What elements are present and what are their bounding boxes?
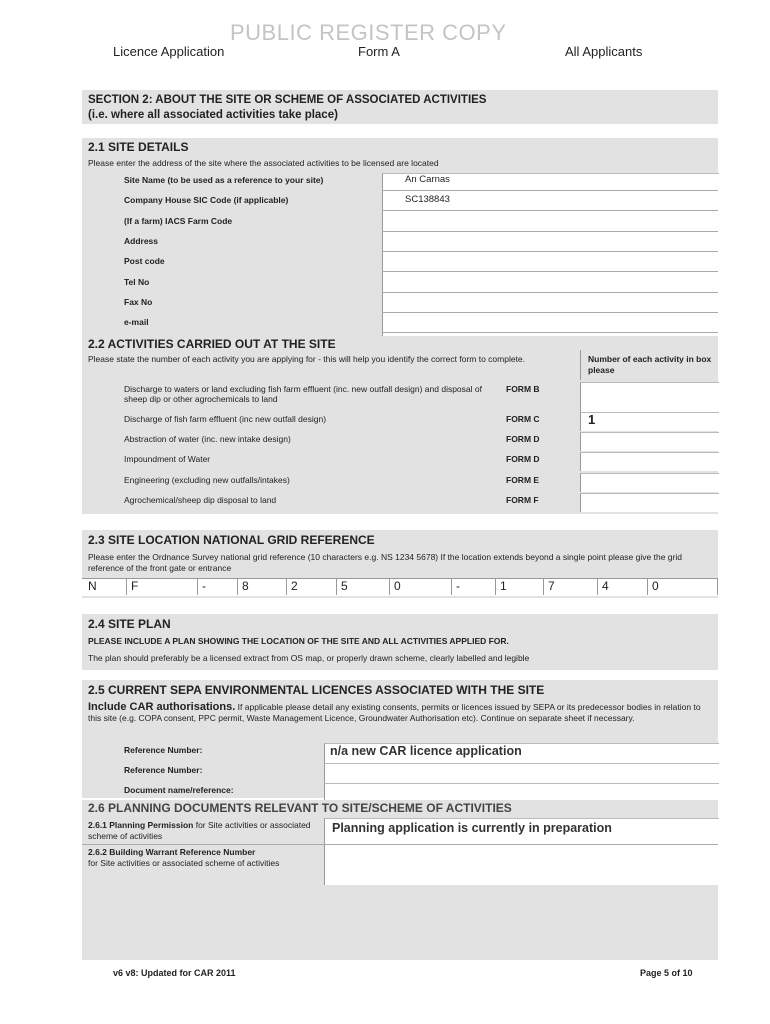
site-detail-label: Fax No bbox=[124, 296, 153, 307]
building-warrant-label bbox=[88, 847, 318, 869]
planning-permission-label-bold: 2.6.1 Planning Permission bbox=[88, 820, 194, 830]
planning-permission-label bbox=[88, 820, 318, 842]
site-details-instruction: Please enter the address of the site where the associated activities to be licensed are located bbox=[88, 158, 439, 168]
grid-ref-cell[interactable]: - bbox=[452, 578, 496, 595]
building-warrant-label-bold: 2.6.2 Building Warrant Reference Number bbox=[88, 847, 256, 857]
licences-instruction bbox=[88, 702, 714, 724]
site-detail-value[interactable]: SC138843 bbox=[405, 194, 450, 206]
site-detail-label: Address bbox=[124, 235, 159, 246]
grid-ref-cell[interactable]: 5 bbox=[337, 578, 390, 595]
section-heading bbox=[82, 90, 718, 124]
activity-label: Impoundment of Water bbox=[124, 454, 211, 464]
site-detail-label: (If a farm) IACS Farm Code bbox=[124, 215, 233, 226]
site-detail-label: Company House SIC Code (if applicable) bbox=[124, 195, 289, 206]
licence-value: n/a new CAR licence application bbox=[330, 744, 522, 758]
grid-ref-cell[interactable]: 0 bbox=[390, 578, 452, 595]
site-detail-label: e-mail bbox=[124, 317, 149, 328]
header-left: Licence Application bbox=[113, 44, 225, 59]
activity-form: FORM B bbox=[506, 384, 540, 394]
site-plan-title: 2.4 SITE PLAN bbox=[88, 617, 171, 631]
activity-form: FORM E bbox=[506, 475, 540, 485]
activities-instruction: Please state the number of each activity you are applying for - this will help you identify the correct form to complete. bbox=[88, 354, 526, 364]
site-detail-divider bbox=[382, 292, 718, 293]
grid-ref-cell[interactable]: F bbox=[127, 578, 198, 595]
planning-permission-label-rest: for Site activities or associated scheme of activities bbox=[88, 820, 311, 841]
planning-permission-value[interactable]: Planning application is currently in preparation bbox=[332, 821, 612, 835]
activity-label: Agrochemical/sheep dip disposal to land bbox=[124, 495, 277, 505]
site-detail-divider bbox=[382, 190, 718, 191]
header-center: Form A bbox=[358, 44, 400, 59]
site-detail-divider bbox=[382, 210, 718, 211]
licences-lead: Include CAR authorisations. bbox=[88, 701, 236, 713]
section-title: SECTION 2: ABOUT THE SITE OR SCHEME OF ASSOCIATED ACTIVITIES bbox=[88, 94, 487, 106]
activity-form: FORM C bbox=[506, 414, 540, 424]
site-plan-line1: PLEASE INCLUDE A PLAN SHOWING THE LOCATION OF THE SITE AND ALL ACTIVITIES APPLIED FOR. bbox=[88, 636, 509, 646]
activities-title: 2.2 ACTIVITIES CARRIED OUT AT THE SITE bbox=[88, 337, 336, 351]
activity-label: Engineering (excluding new outfalls/intakes) bbox=[124, 475, 290, 485]
grid-ref-cell[interactable]: - bbox=[198, 578, 238, 595]
licences-instruction-text: If applicable please detail any existing consents, permits or licences issued by SEPA or its predecessor bodies in relation to this site (e.g. COPA consent, PPC permit, Waste Management Licence, Groundwater Authorisation etc). Continue on separate sheet if necessary. bbox=[88, 702, 701, 723]
activity-label: Abstraction of water (inc. new intake design) bbox=[124, 434, 291, 444]
grid-ref-instruction: Please enter the Ordnance Survey national grid reference (10 characters e.g. NS 1234 5678) If the location extends beyond a single point please give the grid reference of the front gate or entrance bbox=[88, 552, 682, 573]
activity-label: Discharge to waters or land excluding fish farm effluent (inc. new outfall design) and disposal of sheep dip or other agrochemicals to land bbox=[124, 384, 482, 404]
section-subtitle: (i.e. where all associated activities take place) bbox=[88, 109, 338, 121]
site-detail-divider bbox=[382, 271, 718, 272]
site-detail-divider bbox=[382, 332, 718, 333]
footer-page-number: Page 5 of 10 bbox=[640, 968, 693, 978]
activity-form: FORM F bbox=[506, 495, 539, 505]
activity-form: FORM D bbox=[506, 454, 540, 464]
site-detail-label: Tel No bbox=[124, 276, 150, 287]
activity-form: FORM D bbox=[506, 434, 540, 444]
site-detail-label: Post code bbox=[124, 256, 165, 267]
public-register-stamp: PUBLIC REGISTER COPY bbox=[230, 20, 507, 45]
grid-ref-cell[interactable]: 4 bbox=[598, 578, 648, 595]
licence-label: Reference Number: bbox=[124, 745, 203, 755]
site-plan-line2: The plan should preferably be a licensed extract from OS map, or properly drawn scheme, clearly labelled and legible bbox=[88, 653, 530, 663]
planning-divider bbox=[82, 844, 718, 845]
activities-count-header: Number of each activity in box please bbox=[588, 354, 712, 375]
site-details-title: 2.1 SITE DETAILS bbox=[88, 140, 189, 154]
activities-column-divider bbox=[580, 350, 581, 380]
licences-title: 2.5 CURRENT SEPA ENVIRONMENTAL LICENCES ASSOCIATED WITH THE SITE bbox=[88, 683, 545, 697]
grid-ref-cell[interactable]: 7 bbox=[544, 578, 598, 595]
grid-ref-cell[interactable]: 1 bbox=[496, 578, 544, 595]
footer-version: v6 v8: Updated for CAR 2011 bbox=[113, 968, 236, 978]
grid-ref-cell[interactable]: 0 bbox=[648, 578, 718, 595]
activity-count-box[interactable] bbox=[580, 382, 719, 413]
header-right: All Applicants bbox=[565, 44, 643, 59]
site-detail-divider bbox=[382, 251, 718, 252]
site-detail-value[interactable]: An Carnas bbox=[405, 174, 450, 185]
planning-title: 2.6 PLANNING DOCUMENTS RELEVANT TO SITE/SCHEME OF ACTIVITIES bbox=[88, 801, 512, 815]
licence-label: Reference Number: bbox=[124, 765, 203, 775]
licence-value-box[interactable] bbox=[324, 763, 719, 783]
activity-count-value: 1 bbox=[588, 412, 596, 427]
grid-ref-title: 2.3 SITE LOCATION NATIONAL GRID REFERENCE bbox=[88, 533, 375, 547]
activity-label: Discharge of fish farm effluent (inc new outfall design) bbox=[124, 414, 327, 424]
activity-count-box[interactable] bbox=[580, 412, 719, 431]
grid-ref-cell[interactable]: 2 bbox=[287, 578, 337, 595]
activity-count-box[interactable] bbox=[580, 452, 719, 471]
site-detail-divider bbox=[382, 231, 718, 232]
site-detail-label: Site Name (to be used as a reference to your site) bbox=[124, 175, 324, 185]
activity-count-box[interactable] bbox=[580, 493, 719, 512]
grid-ref-cell[interactable]: 8 bbox=[238, 578, 287, 595]
building-warrant-label-rest: for Site activities or associated scheme of activities bbox=[88, 858, 280, 868]
activity-count-box[interactable] bbox=[580, 432, 719, 451]
grid-ref-cell[interactable]: N bbox=[84, 578, 127, 595]
activity-count-box[interactable] bbox=[580, 473, 719, 492]
licence-label: Document name/reference: bbox=[124, 785, 234, 795]
site-detail-divider bbox=[382, 312, 718, 313]
